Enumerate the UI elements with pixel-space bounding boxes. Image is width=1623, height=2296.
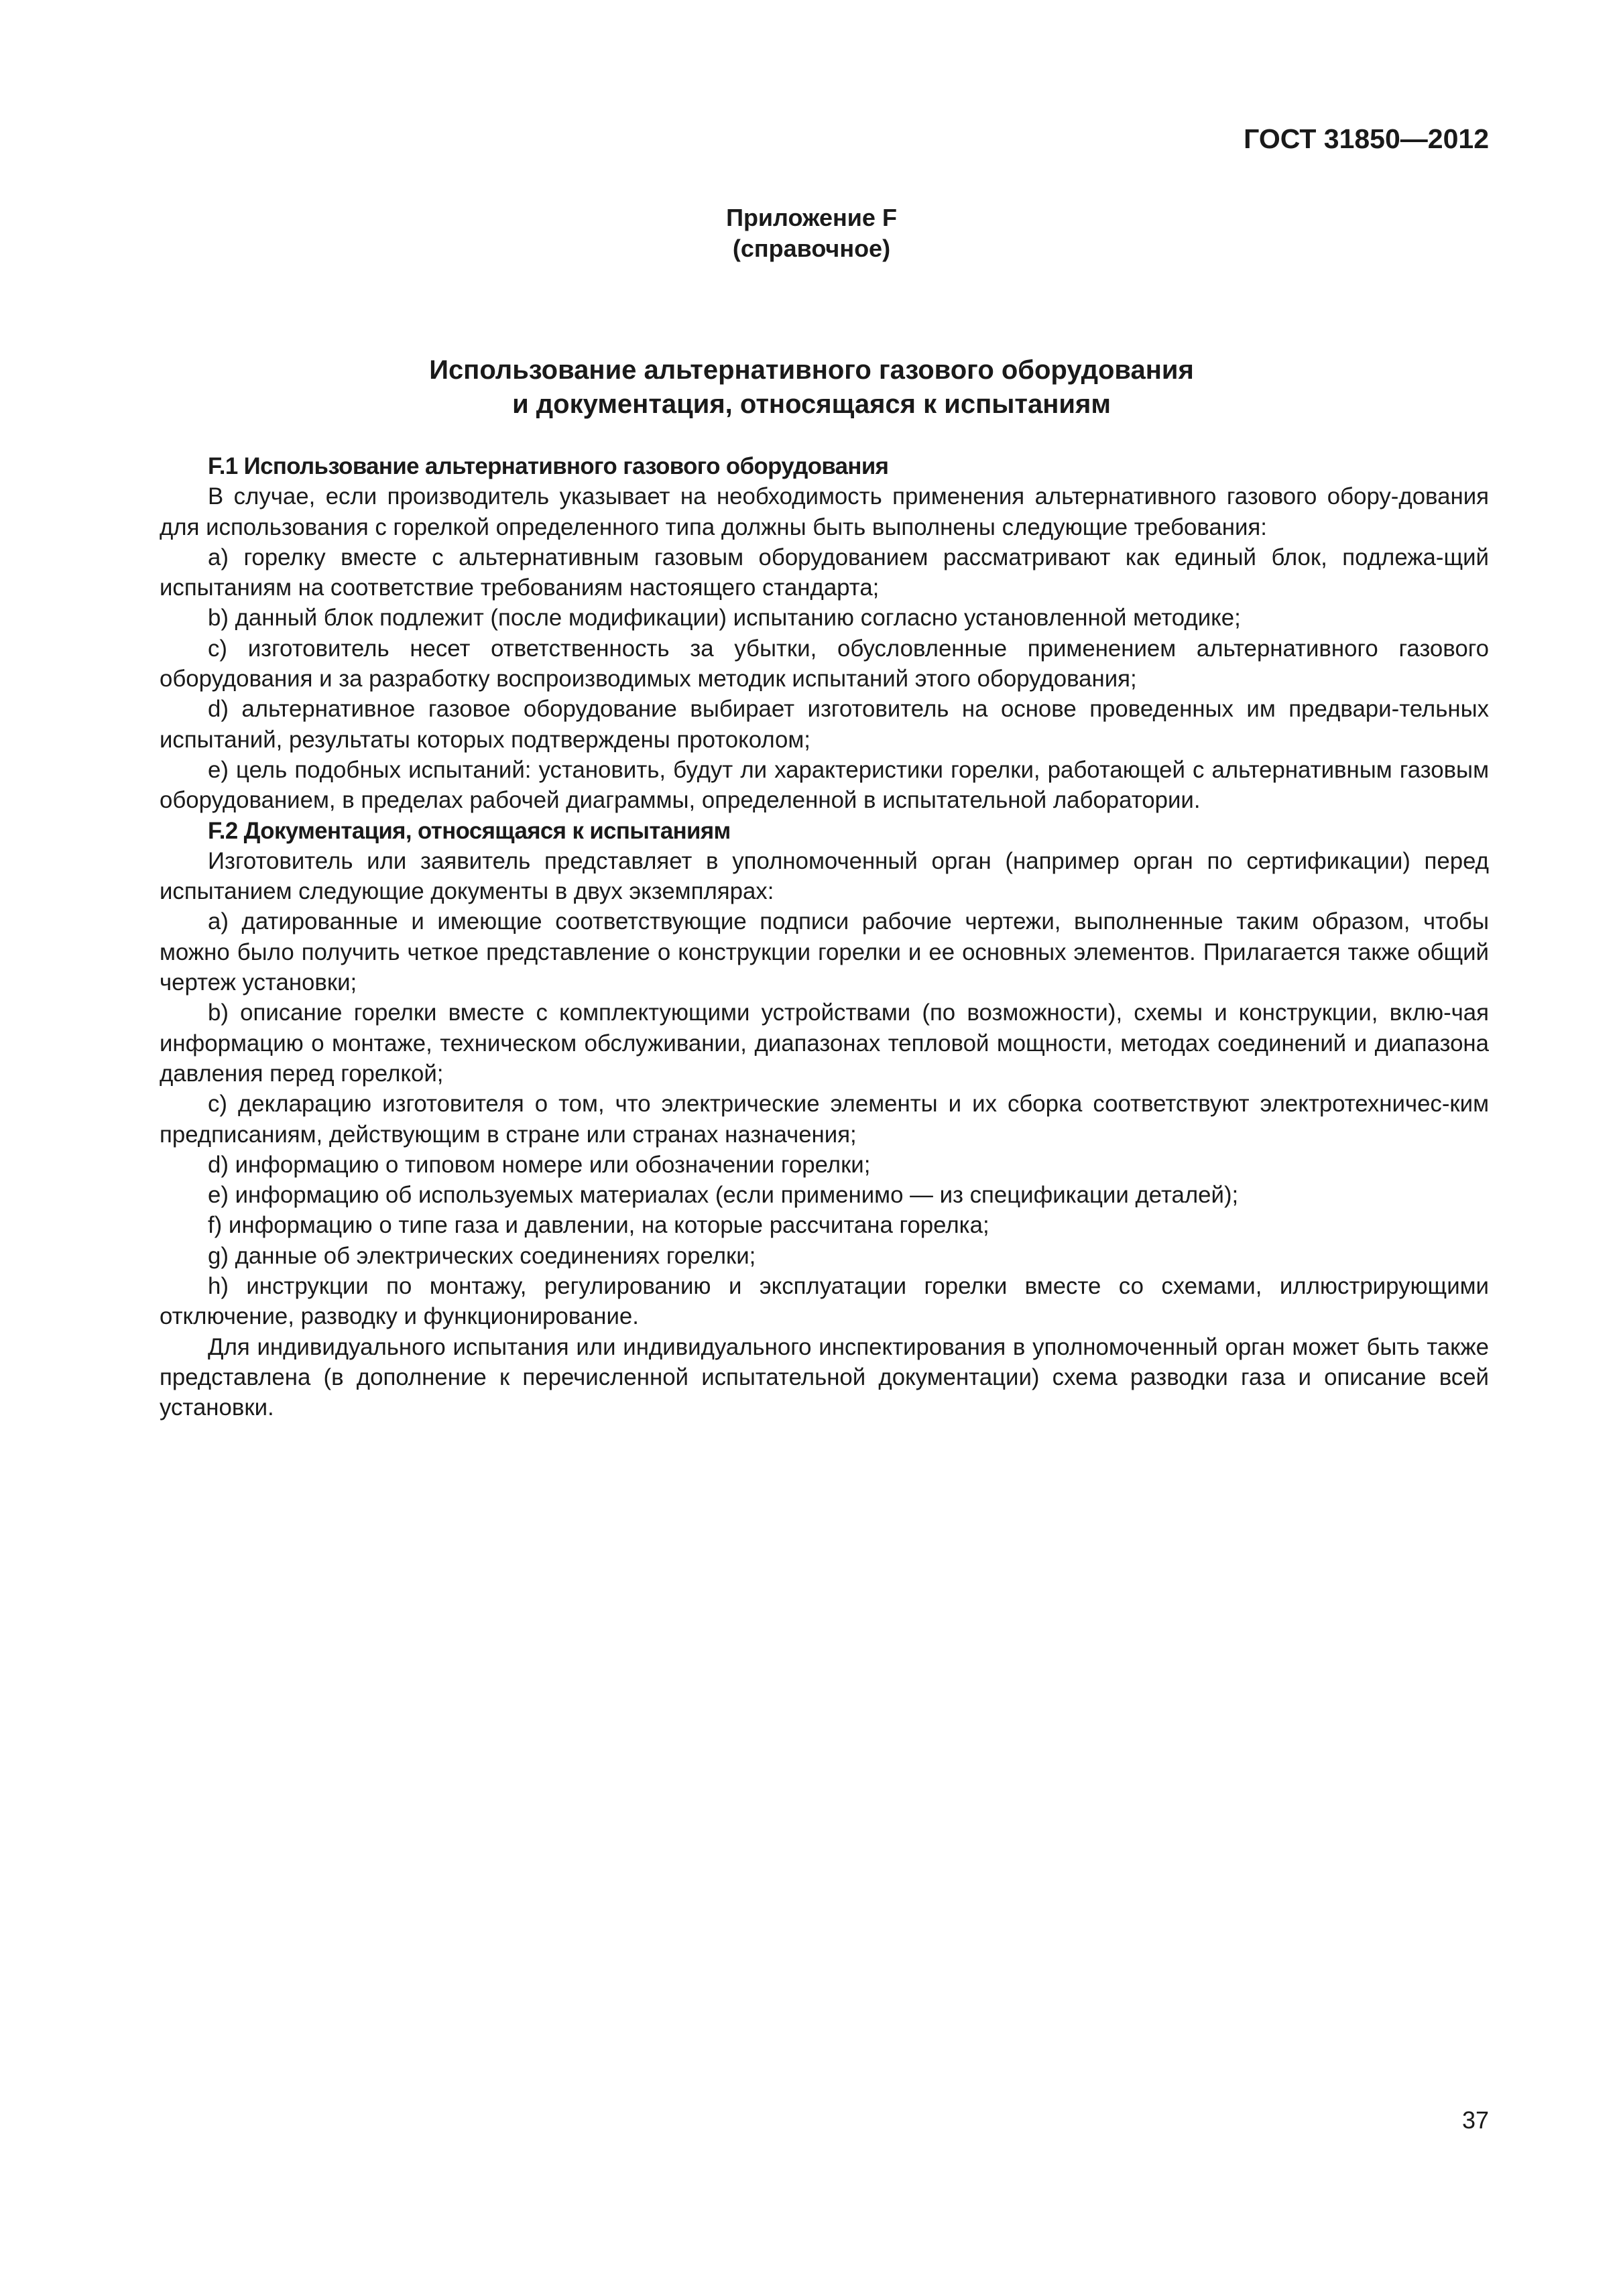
- section-f1-item-b: b) данный блок подлежит (после модификации) испытанию согласно установленной методике;: [208, 605, 1241, 631]
- section-f2-item-c: с) декларацию изготовителя о том, что электрические элементы и их сборка соответствуют электротехничес-ким предписаниям, действующим в стране или странах назначения;: [160, 1091, 1489, 1148]
- section-heading-f2: F.2 Документация, относящаяся к испытаниям: [208, 817, 731, 844]
- section-f2-item-e: е) информацию об используемых материалах (если применимо — из спецификации деталей);: [208, 1182, 1239, 1209]
- appendix-type: (справочное): [732, 235, 891, 262]
- section-f1-intro: В случае, если производитель указывает на необходимость применения альтернативного газового обору-дования для использования с горелкой определенного типа должны быть выполнены следующие требования:: [160, 483, 1489, 540]
- section-f2-item-b: b) описание горелки вместе с комплектующими устройствами (по возможности), схемы и конструкции, вклю-чая информацию о монтаже, техническом обслуживании, диапазонах тепловой мощности, методах соединений и диапазона давления перед горелкой;: [160, 1000, 1489, 1087]
- standard-designation: ГОСТ 31850—2012: [1244, 123, 1489, 154]
- section-f2-intro: Изготовитель или заявитель представляет в уполномоченный орган (например орган по сертификации) перед испытанием следующие документы в двух экземплярах:: [160, 847, 1489, 905]
- document-title: [0, 353, 1623, 422]
- section-f2-item-d: d) информацию о типовом номере или обозначении горелки;: [208, 1151, 871, 1178]
- section-f1-item-c: с) изготовитель несет ответственность за убытки, обусловленные применением альтернативного газового оборудования и за разработку воспроизводимых методик испытаний этого оборудования;: [160, 635, 1489, 692]
- appendix-label: Приложение F: [726, 204, 897, 231]
- page-number: 37: [1461, 2106, 1489, 2134]
- section-heading-f1: F.1 Использование альтернативного газового оборудования: [208, 453, 889, 479]
- section-f2-closing: Для индивидуального испытания или индивидуального инспектирования в уполномоченный орган может быть также представлена (в дополнение к перечисленной испытательной документации) схема разводки газа и описание всей установки.: [160, 1333, 1489, 1421]
- section-f2-item-g: g) данные об электрических соединениях горелки;: [208, 1242, 756, 1269]
- section-f1-item-e: е) цель подобных испытаний: установить, будут ли характеристики горелки, работающей с альтернативным газовым оборудованием, в пределах рабочей диаграммы, определенной в испытательной лаборатории.: [160, 756, 1489, 814]
- section-f1-item-d: d) альтернативное газовое оборудование выбирает изготовитель на основе проведенных им предвари-тельных испытаний, результаты которых подтверждены протоколом;: [160, 696, 1489, 753]
- appendix-heading: [0, 202, 1623, 264]
- document-body: [160, 451, 1489, 1423]
- section-f2-item-a: а) датированные и имеющие соответствующие подписи рабочие чертежи, выполненные таким образом, чтобы можно было получить четкое представление о конструкции горелки и ее основных элементов. Прилагается также общий чертеж установки;: [160, 908, 1489, 996]
- section-f2-item-h: h) инструкции по монтажу, регулированию и эксплуатации горелки вместе со схемами, иллюстрирующими отключение, разводку и функционирование.: [160, 1273, 1489, 1330]
- section-f1-item-a: а) горелку вместе с альтернативным газовым оборудованием рассматривают как единый блок, подлежа-щий испытаниям на соответствие требованиям настоящего стандарта;: [160, 544, 1489, 601]
- document-title-line-2: и документация, относящаяся к испытаниям: [512, 389, 1111, 419]
- document-title-line-1: Использование альтернативного газового оборудования: [429, 355, 1194, 385]
- section-f2-item-f: f) информацию о типе газа и давлении, на которые рассчитана горелка;: [208, 1212, 989, 1239]
